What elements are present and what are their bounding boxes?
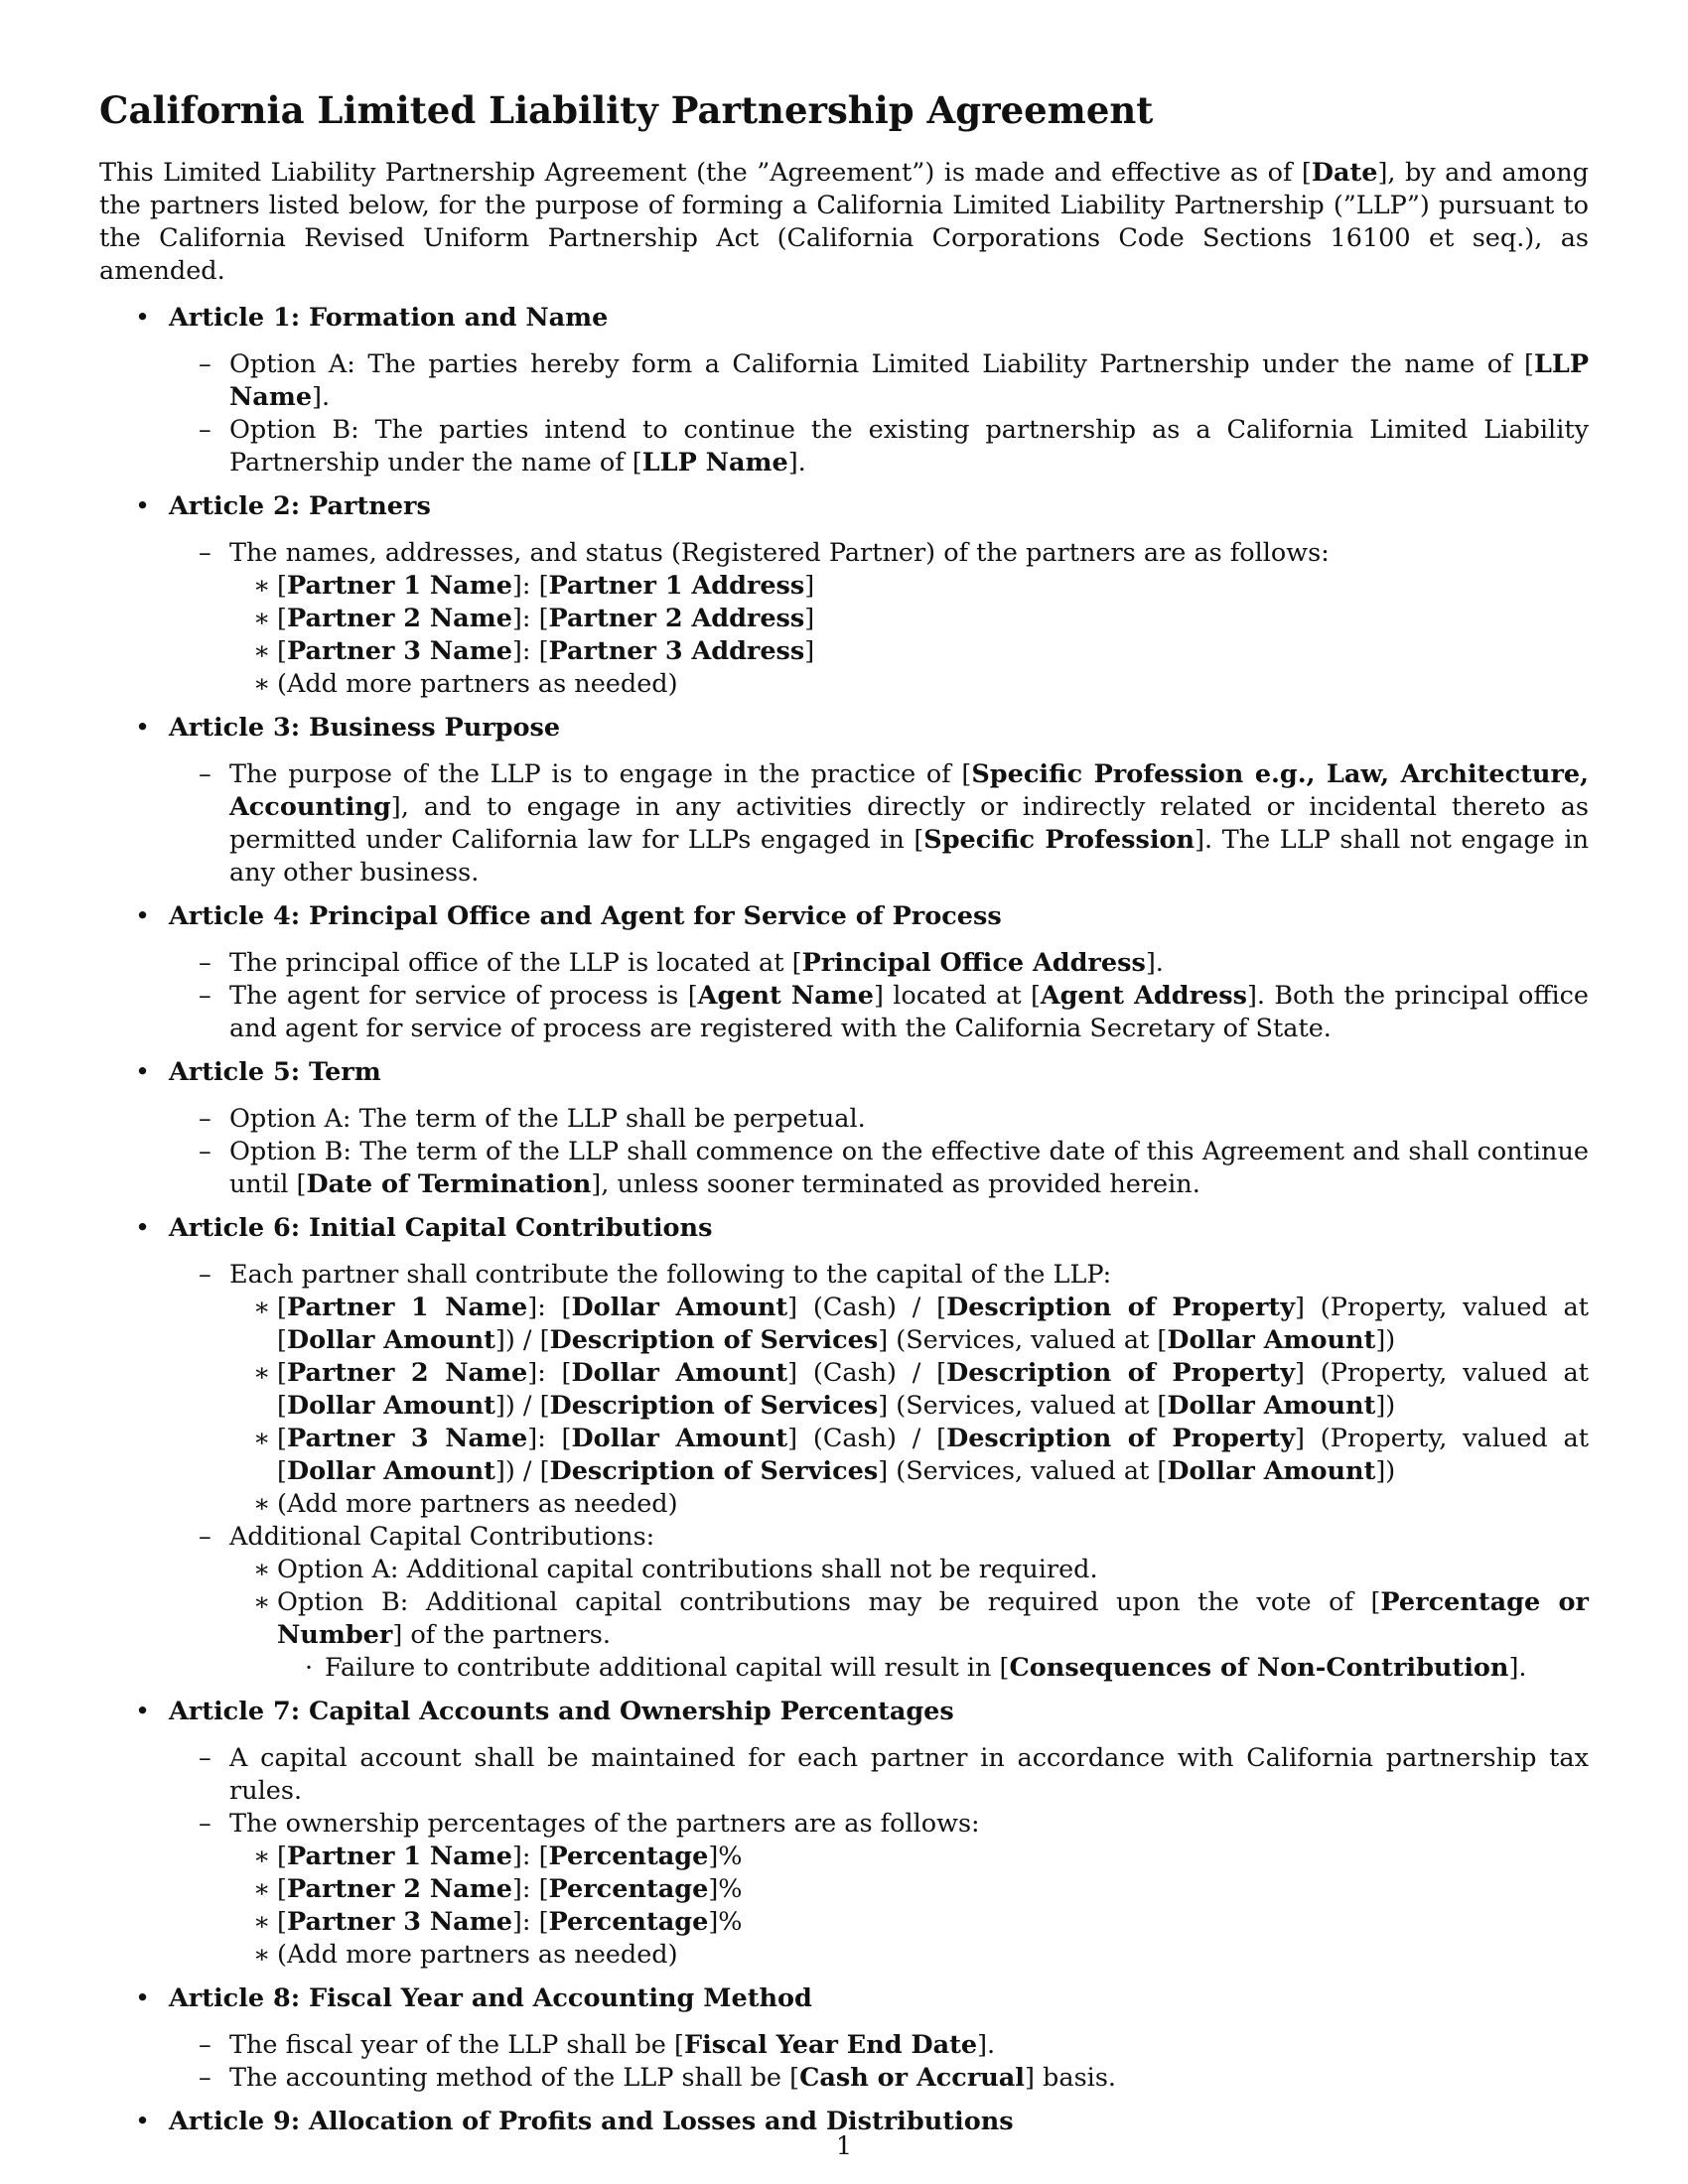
article-title: Article 4: Principal Office and Agent for Service of Process (169, 901, 1002, 931)
list-item: – Each partner shall contribute the following to the capital of the LLP: ∗ [Partner 1 Name]: [Dollar Amount] (Cash) / [Description of Property] (Property, valued at [Dollar Amount]) / [Description of Services] (Services, valued at [Dollar Amount]) ∗ [Partner 2 Name]: [Dollar Amount] (Cash) / [Description of Property] (Property, valued at [Dollar Amount]) / [Description of Services] (Services, valued at [Dollar Amount]) ∗ [Partner 3 Name]: [Dollar Amount] (Cash) / [Description of Property] (Property, valued at [Dollar Amount]) / [Description of Services] (Services, valued at [Dollar Amount]) ∗ (Add more partners as needed) (199, 1260, 1589, 1519)
article-4 (99, 900, 1589, 1045)
list-item: – The principal office of the LLP is located at [Principal Office Address]. (199, 948, 1164, 978)
bullet-star: ∗ (253, 1874, 271, 1904)
list-item: ∗ [Partner 1 Name]: [Percentage]% (253, 1842, 743, 1871)
bullet-dot: • (135, 1697, 151, 1726)
article-title: Article 2: Partners (169, 491, 431, 521)
bullet-dash: – (199, 759, 211, 789)
document-title: California Limited Liability Partnership Agreement (99, 88, 1154, 132)
list-item: ∗ [Partner 2 Name]: [Partner 2 Address] (253, 604, 815, 633)
list-item: – Option B: The term of the LLP shall commence on the effective date of this Agreement and shall continue until [Date of Termination], unless sooner terminated as provided herein. (199, 1137, 1589, 1199)
bullet-star: ∗ (253, 669, 271, 699)
list-item: ∗ (Add more partners as needed) (253, 669, 678, 699)
bullet-dash: – (199, 2063, 211, 2093)
list-item: – The fiscal year of the LLP shall be [Fiscal Year End Date]. (199, 2030, 996, 2060)
bullet-star: ∗ (253, 1358, 271, 1388)
bullet-dot: • (135, 1057, 151, 1087)
article-title: Article 8: Fiscal Year and Accounting Method (169, 1983, 812, 2013)
list-item: ∗ [Partner 3 Name]: [Partner 3 Address] (253, 636, 815, 666)
list-item: – Option B: The parties intend to continue the existing partnership as a California Limited Liability Partnership under the name of [LLP Name]. (199, 415, 1589, 478)
list-item: ∗ [Partner 3 Name]: [Percentage]% (253, 1907, 743, 1937)
bullet-star: ∗ (253, 1587, 271, 1617)
article-title: Article 1: Formation and Name (169, 303, 609, 333)
bullet-star: ∗ (253, 1940, 271, 1970)
bullet-dot: • (135, 901, 151, 931)
bullet-middot: · (305, 1653, 314, 1683)
article-title: Article 6: Initial Capital Contributions (169, 1213, 713, 1243)
list-item: – The purpose of the LLP is to engage in the practice of [Specific Profession e.g., Law, Architecture, Accounting], and to engage in any activities directly or indirectly related or incidental thereto as permitted under California law for LLPs engaged in [Specific Profession]. The LLP shall not engage in any other business. (199, 759, 1590, 887)
bullet-dot: • (135, 1213, 151, 1243)
bullet-star: ∗ (253, 571, 271, 601)
bullet-star: ∗ (253, 1907, 271, 1937)
list-item: – The ownership percentages of the partners are as follows: ∗ [Partner 1 Name]: [Percentage]% ∗ [Partner 2 Name]: [Percentage]% ∗ [Partner 3 Name]: [Percentage]% ∗ (Add more partners as needed) (169, 1808, 1589, 1972)
article-title: Article 3: Business Purpose (169, 713, 561, 743)
bullet-star: ∗ (253, 1842, 271, 1871)
bullet-dash: – (199, 1743, 211, 1773)
bullet-dash: – (199, 1809, 211, 1839)
bullet-dash: – (199, 349, 211, 379)
list-item: ∗ (Add more partners as needed) (253, 1940, 678, 1970)
list-item: ∗ Option A: Additional capital contributions shall not be required. (253, 1555, 1098, 1584)
article-6 (99, 1212, 1589, 1685)
bullet-star: ∗ (253, 636, 271, 666)
page-number: 1 (835, 2131, 853, 2161)
article-1 (99, 302, 1589, 479)
articles-list (99, 302, 1589, 2138)
bullet-dash: – (199, 1104, 211, 1134)
bullet-dot: • (135, 2107, 151, 2136)
bullet-dash: – (199, 1137, 211, 1166)
bullet-star: ∗ (253, 1293, 271, 1322)
article-2 (99, 490, 1589, 701)
list-item: – The names, addresses, and status (Registered Partner) of the partners are as follows: ∗ [Partner 1 Name]: [Partner 1 Address] ∗ [Partner 2 Name]: [Partner 2 Address] ∗ [Partner 3 Name]: [Partner 3 Address] ∗ (Add more partners as needed) (169, 537, 1589, 701)
list-item: – Option A: The parties hereby form a California Limited Liability Partnership under the name of [LLP Name]. (199, 349, 1589, 412)
document-page (99, 85, 1589, 2138)
list-item: – The accounting method of the LLP shall be [Cash or Accrual] basis. (199, 2063, 1117, 2093)
list-item: – A capital account shall be maintained for each partner in accordance with California partnership tax rules. (199, 1743, 1589, 1806)
article-5 (99, 1056, 1589, 1201)
bullet-dash: – (199, 948, 211, 978)
article-7 (99, 1696, 1589, 1972)
list-item: – The agent for service of process is [Agent Name] located at [Agent Address]. Both the principal office and agent for service of process are registered with the California Secretary of State. (199, 981, 1589, 1043)
bullet-star: ∗ (253, 604, 271, 633)
bullet-dash: – (199, 538, 211, 568)
bullet-dash: – (199, 415, 211, 445)
list-item: ∗ (Add more partners as needed) (253, 1489, 678, 1519)
list-item: · Failure to contribute additional capital will result in [Consequences of Non-Contribution]. (305, 1653, 1527, 1683)
list-item: – Additional Capital Contributions: ∗ Option A: Additional capital contributions shall not be required. ∗ Option B: Additional capital contributions may be required upon the vote of [Percentage or Number] of the partners. · Failure to contribute additional capital will result in [Consequences of Non-Contribution]. (199, 1522, 1589, 1683)
list-item: ∗ Option B: Additional capital contributions may be required upon the vote of [Percentage or Number] of the partners. · Failure to contribute additional capital will result in [Consequences of Non-Contribution]. (253, 1587, 1589, 1683)
contribution-item: ∗ [Partner 1 Name]: [Dollar Amount] (Cash) / [Description of Property] (Property, valued at [Dollar Amount]) / [Description of Services] (Services, valued at [Dollar Amount]) (253, 1293, 1589, 1355)
bullet-dash: – (199, 981, 211, 1011)
bullet-dot: • (135, 303, 151, 333)
bullet-star: ∗ (253, 1555, 271, 1584)
article-title: Article 9: Allocation of Profits and Losses and Distributions (169, 2107, 1014, 2136)
contribution-item: ∗ [Partner 2 Name]: [Dollar Amount] (Cash) / [Description of Property] (Property, valued at [Dollar Amount]) / [Description of Services] (Services, valued at [Dollar Amount]) (253, 1358, 1589, 1421)
intro-paragraph: This Limited Liability Partnership Agreement (the ”Agreement”) is made and effective as of [Date], by and among the partners listed below, for the purpose of forming a California Limited Liability Partnership (”LLP”) pursuant to the California Revised Uniform Partnership Act (California Corporations Code Sections 16100 et seq.), as amended. (99, 158, 1589, 286)
list-item: ∗ [Partner 2 Name]: [Percentage]% (253, 1874, 743, 1904)
bullet-dot: • (135, 1983, 151, 2013)
article-title: Article 5: Term (169, 1057, 381, 1087)
article-title: Article 7: Capital Accounts and Ownership Percentages (169, 1697, 954, 1726)
bullet-star: ∗ (253, 1489, 271, 1519)
article-8 (99, 1982, 1589, 2095)
bullet-dot: • (135, 713, 151, 743)
bullet-dash: – (199, 1522, 211, 1552)
article-3 (99, 712, 1589, 889)
bullet-dash: – (199, 2030, 211, 2060)
bullet-dot: • (135, 491, 151, 521)
bullet-star: ∗ (253, 1424, 271, 1453)
contribution-item: ∗ [Partner 3 Name]: [Dollar Amount] (Cash) / [Description of Property] (Property, valued at [Dollar Amount]) / [Description of Services] (Services, valued at [Dollar Amount]) (253, 1424, 1589, 1486)
list-item: – Option A: The term of the LLP shall be perpetual. (199, 1104, 866, 1134)
list-item: ∗ [Partner 1 Name]: [Partner 1 Address] (253, 571, 815, 601)
bullet-dash: – (199, 1260, 211, 1290)
